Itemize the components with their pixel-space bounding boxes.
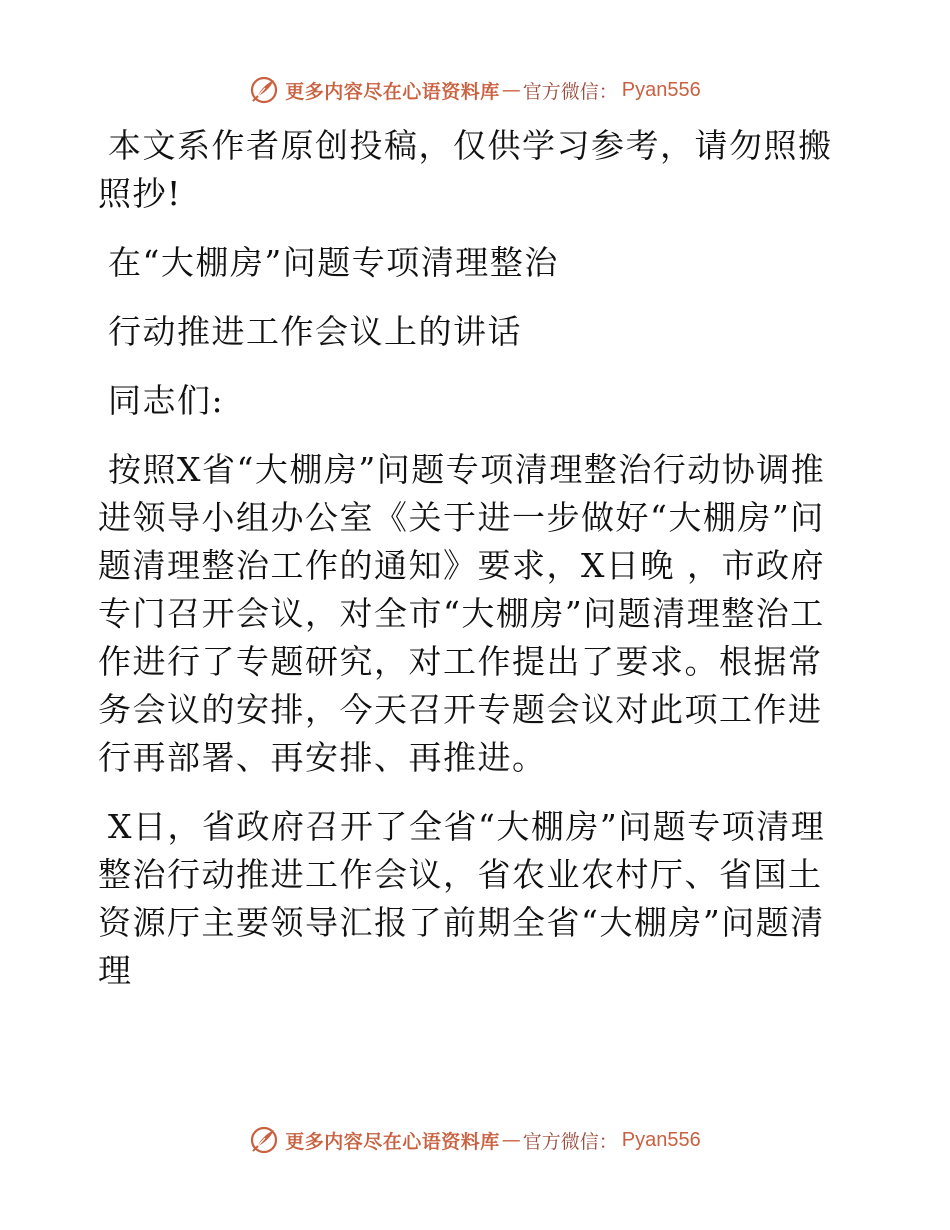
body-paragraph: 按照X省“大棚房”问题专项清理整治行动协调推进领导小组办公室《关于进一步做好“大棚房”问题清理整治工作的通知》要求，X日晚 ，市政府专门召开会议，对全市“大棚房”问题清理整治工作进行了专题研究，对工作提出了要求。根据常务会议的安排，今天召开专题会议对此项工作进行再部署、再安排、再推进。 (98, 450, 826, 777)
footer-watermark (0, 1120, 950, 1160)
feather-pen-logo-icon (249, 1125, 279, 1155)
watermark-dash: — (501, 79, 521, 101)
watermark-wechat-label: 官方微信： (522, 1130, 618, 1153)
body-paragraph: X日，省政府召开了全省“大棚房”问题专项清理整治行动推进工作会议，省农业农村厅、省国土资源厅主要领导汇报了前期全省“大棚房”问题清理 (98, 807, 826, 990)
copyright-notice: 本文系作者原创投稿，仅供学习参考，请勿照搬照抄! (98, 126, 833, 213)
speech-title-line-1: 在“大棚房”问题专项清理整治 (108, 243, 559, 282)
speech-title-line-2: 行动推进工作会议上的讲话 (108, 312, 522, 351)
document-body (98, 122, 853, 1016)
watermark-dash: — (501, 1129, 521, 1151)
watermark-wechat-id: Pyan556 (621, 1128, 701, 1151)
feather-pen-logo-icon (249, 75, 279, 105)
header-watermark (0, 70, 950, 110)
salutation: 同志们: (108, 381, 225, 420)
watermark-site-text: 更多内容尽在心语资料库 (285, 80, 500, 103)
watermark-wechat-id: Pyan556 (621, 78, 701, 101)
watermark-site-text: 更多内容尽在心语资料库 (285, 1130, 500, 1153)
watermark-wechat-label: 官方微信： (522, 80, 618, 103)
